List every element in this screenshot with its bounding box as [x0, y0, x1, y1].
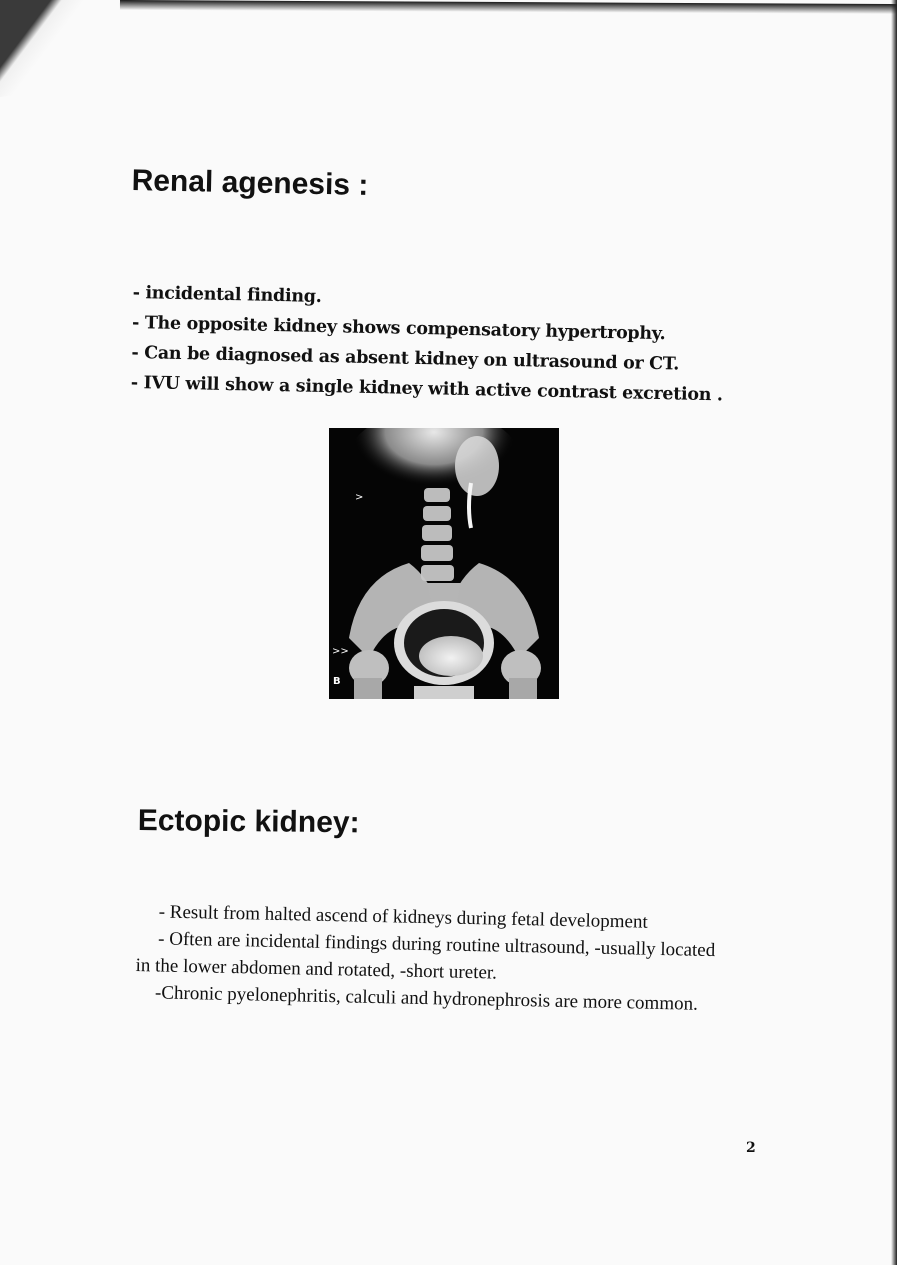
xray-marker-top: >	[355, 492, 364, 503]
renal-agenesis-heading: Renal agenesis :	[131, 164, 369, 202]
xray-marker-bottom: >>	[332, 646, 349, 657]
paragraph: -Chronic pyelonephritis, calculi and hydronephrosis are more common.	[154, 982, 699, 1015]
list-item: - incidental finding.	[132, 282, 322, 307]
list-item: - IVU will show a single kidney with active contrast excretion .	[130, 372, 723, 406]
right-edge-shadow	[891, 0, 897, 1265]
paragraph: - Often are incidental findings during routine ultrasound, -usually located in the lower abdomen and rotated, -short ureter.	[135, 928, 716, 984]
page-corner-fold	[0, 0, 140, 101]
page-number: 2	[746, 1140, 756, 1156]
ectopic-kidney-text	[135, 898, 727, 1018]
ivu-xray-image	[329, 428, 559, 699]
list-item: - The opposite kidney shows compensatory hypertrophy.	[131, 312, 666, 345]
renal-agenesis-list	[130, 278, 752, 411]
paragraph: - Result from halted ascend of kidneys during fetal development	[158, 901, 648, 933]
top-edge-shadow	[120, 0, 897, 14]
xray-marker-corner: B	[333, 676, 341, 687]
list-item: - Can be diagnosed as absent kidney on ultrasound or CT.	[131, 342, 680, 375]
ectopic-kidney-heading: Ectopic kidney:	[137, 804, 360, 840]
